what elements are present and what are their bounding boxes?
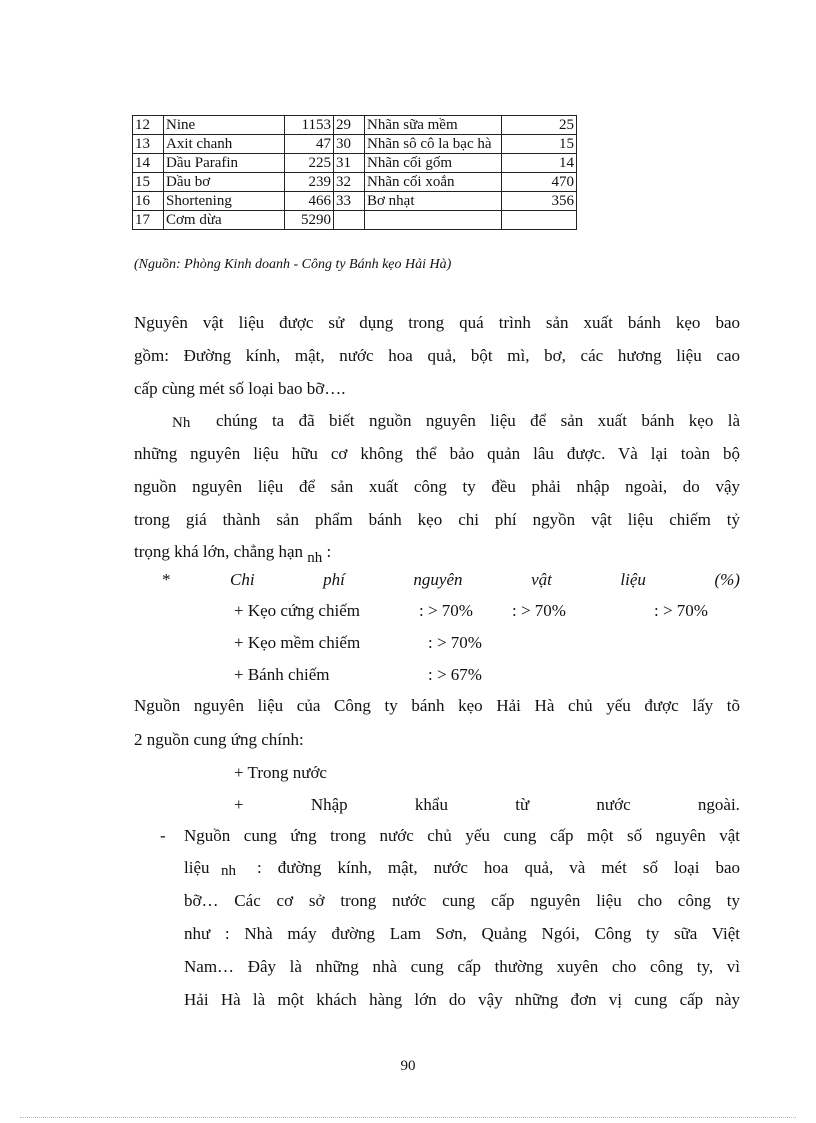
material-name-right: Nhãn cối xoắn [365, 173, 502, 192]
quantity-right: 356 [502, 192, 577, 211]
para3-line1 [134, 696, 740, 716]
para2-line5-end: : [326, 542, 332, 561]
cost-row3-val: : > 67% [428, 665, 482, 684]
cost-row1-val3: : > 70% [654, 601, 708, 620]
cost-heading [230, 570, 740, 590]
material-name-right: Nhãn cối gốm [365, 154, 502, 173]
para1-line2 [134, 346, 740, 366]
para3-bullet2-w3: khẩu [414, 795, 448, 814]
para4-dash: - [160, 826, 166, 845]
cost-heading-w3: nguyên [413, 570, 463, 589]
para3-bullet2-w2: Nhập [310, 795, 348, 814]
para3-bullet1: + Trong nước [234, 763, 327, 782]
quantity-left: 466 [285, 192, 334, 211]
quantity-right: 14 [502, 154, 577, 173]
para3-line2: 2 nguồn cung ứng chính: [134, 730, 304, 749]
para1-line1-text: Nguyên vật liệu được sử dụng trong quá trình sản xuất bánh kẹo bao [134, 313, 740, 332]
para3-bullet2-w1: + [234, 795, 244, 814]
para2-line5-nh: nh [307, 550, 323, 566]
cost-star: * [162, 570, 171, 589]
material-name-right [365, 211, 502, 230]
material-name-right: Nhãn sô cô la bạc hà [365, 135, 502, 154]
para4-line6-text: Hải Hà là một khách hàng lớn do vậy những đơn vị cung cấp này [184, 990, 740, 1009]
material-name-left: Shortening [164, 192, 285, 211]
para2-line2-text: những nguyên liệu hữu cơ không thể bảo quản lâu được. Và lại toàn bộ [134, 444, 740, 463]
para4-line4-text: như : Nhà máy đường Lam Sơn, Quảng Ngói, Công ty sữa Việt [184, 924, 740, 943]
row-number-left: 13 [133, 135, 164, 154]
para2-line5 [134, 542, 332, 566]
cost-heading-w4: vật [531, 570, 552, 589]
quantity-right: 25 [502, 116, 577, 135]
para3-bullet2-w6: ngoài. [697, 795, 740, 814]
para2-line3 [134, 477, 740, 497]
para2-nh: Nh [172, 415, 191, 431]
para4-line5 [184, 957, 740, 977]
quantity-right: 15 [502, 135, 577, 154]
table-row [133, 154, 577, 173]
cost-heading-w1: Chi [230, 570, 255, 589]
cost-row2-val: : > 70% [428, 633, 482, 652]
para4-line5-text: Nam… Đây là những nhà cung cấp thường xuyên cho công ty, vì [184, 957, 740, 976]
para3-bullet2 [234, 795, 740, 815]
para4-line1 [184, 826, 740, 846]
table-row [133, 211, 577, 230]
quantity-left: 5290 [285, 211, 334, 230]
para3-bullet2-w5: nước [596, 795, 631, 814]
para4-line2b [257, 858, 740, 878]
row-number-left: 16 [133, 192, 164, 211]
row-number-left: 15 [133, 173, 164, 192]
row-number-right [334, 211, 365, 230]
row-number-right: 32 [334, 173, 365, 192]
para1-line1 [134, 313, 740, 333]
quantity-right [502, 211, 577, 230]
para4-line2a: liệu [184, 858, 210, 877]
table-row [133, 135, 577, 154]
para4-line4 [184, 924, 740, 944]
para2-line2 [134, 444, 740, 464]
para2-line1 [216, 411, 740, 431]
para4-line3-text: bỡ… Các cơ sở trong nước cung cấp nguyên liệu cho công ty [184, 891, 740, 910]
para2-line5-start: trọng khá lớn, chẳng hạn [134, 542, 304, 561]
para2-line1-text: chúng ta đã biết nguồn nguyên liệu để sản xuất bánh kẹo là [216, 411, 740, 430]
para4-line2-nh: nh [221, 863, 236, 879]
para3-bullet2-w4: từ [515, 795, 530, 814]
para4-line6 [184, 990, 740, 1010]
cost-heading-w5: liệu [620, 570, 646, 589]
quantity-left: 1153 [285, 116, 334, 135]
quantity-left: 47 [285, 135, 334, 154]
cost-row2-label: + Kẹo mềm chiếm [234, 633, 361, 652]
material-name-left: Dầu Parafin [164, 154, 285, 173]
material-name-left: Cơm dừa [164, 211, 285, 230]
table-source-note: (Nguồn: Phòng Kinh doanh - Công ty Bánh kẹo Hải Hà) [134, 257, 452, 272]
row-number-right: 30 [334, 135, 365, 154]
para1-line2-text: gồm: Đường kính, mật, nước hoa quả, bột mì, bơ, các hương liệu cao [134, 346, 740, 365]
cost-row1-val1: : > 70% [419, 601, 473, 620]
para1-line3: cấp cùng mét số loại bao bỡ…. [134, 379, 346, 398]
quantity-left: 225 [285, 154, 334, 173]
para4-line2b-text: : đường kính, mật, nước hoa quả, và mét số loại bao [257, 858, 740, 877]
table-row [133, 192, 577, 211]
page-bottom-divider [20, 1117, 796, 1118]
row-number-right: 31 [334, 154, 365, 173]
cost-row1-label: + Kẹo cứng chiếm [234, 601, 360, 620]
cost-row3-label: + Bánh chiếm [234, 665, 330, 684]
materials-table [132, 115, 577, 230]
row-number-left: 14 [133, 154, 164, 173]
cost-row1-val2: : > 70% [512, 601, 566, 620]
para2-line4 [134, 510, 740, 530]
table-row [133, 173, 577, 192]
row-number-right: 33 [334, 192, 365, 211]
material-name-left: Dầu bơ [164, 173, 285, 192]
para4-line3 [184, 891, 740, 911]
material-name-left: Nine [164, 116, 285, 135]
para4-line1-text: Nguồn cung ứng trong nước chủ yếu cung cấp một số nguyên vật [184, 826, 740, 845]
para3-line1-text: Nguồn nguyên liệu của Công ty bánh kẹo Hải Hà chủ yếu được lấy tõ [134, 696, 740, 715]
material-name-left: Axit chanh [164, 135, 285, 154]
cost-heading-w2: phí [323, 570, 345, 589]
para2-line4-text: trong giá thành sản phẩm bánh kẹo chi phí ngyồn vật liệu chiếm tỷ [134, 510, 740, 529]
cost-heading-w6: (%) [714, 570, 740, 589]
quantity-left: 239 [285, 173, 334, 192]
page-number: 90 [400, 1058, 416, 1074]
row-number-right: 29 [334, 116, 365, 135]
row-number-left: 17 [133, 211, 164, 230]
material-name-right: Bơ nhạt [365, 192, 502, 211]
para2-line3-text: nguồn nguyên liệu để sản xuất công ty đều phải nhập ngoài, do vậy [134, 477, 740, 496]
quantity-right: 470 [502, 173, 577, 192]
material-name-right: Nhãn sữa mềm [365, 116, 502, 135]
row-number-left: 12 [133, 116, 164, 135]
materials-table-body [133, 116, 577, 230]
table-row [133, 116, 577, 135]
